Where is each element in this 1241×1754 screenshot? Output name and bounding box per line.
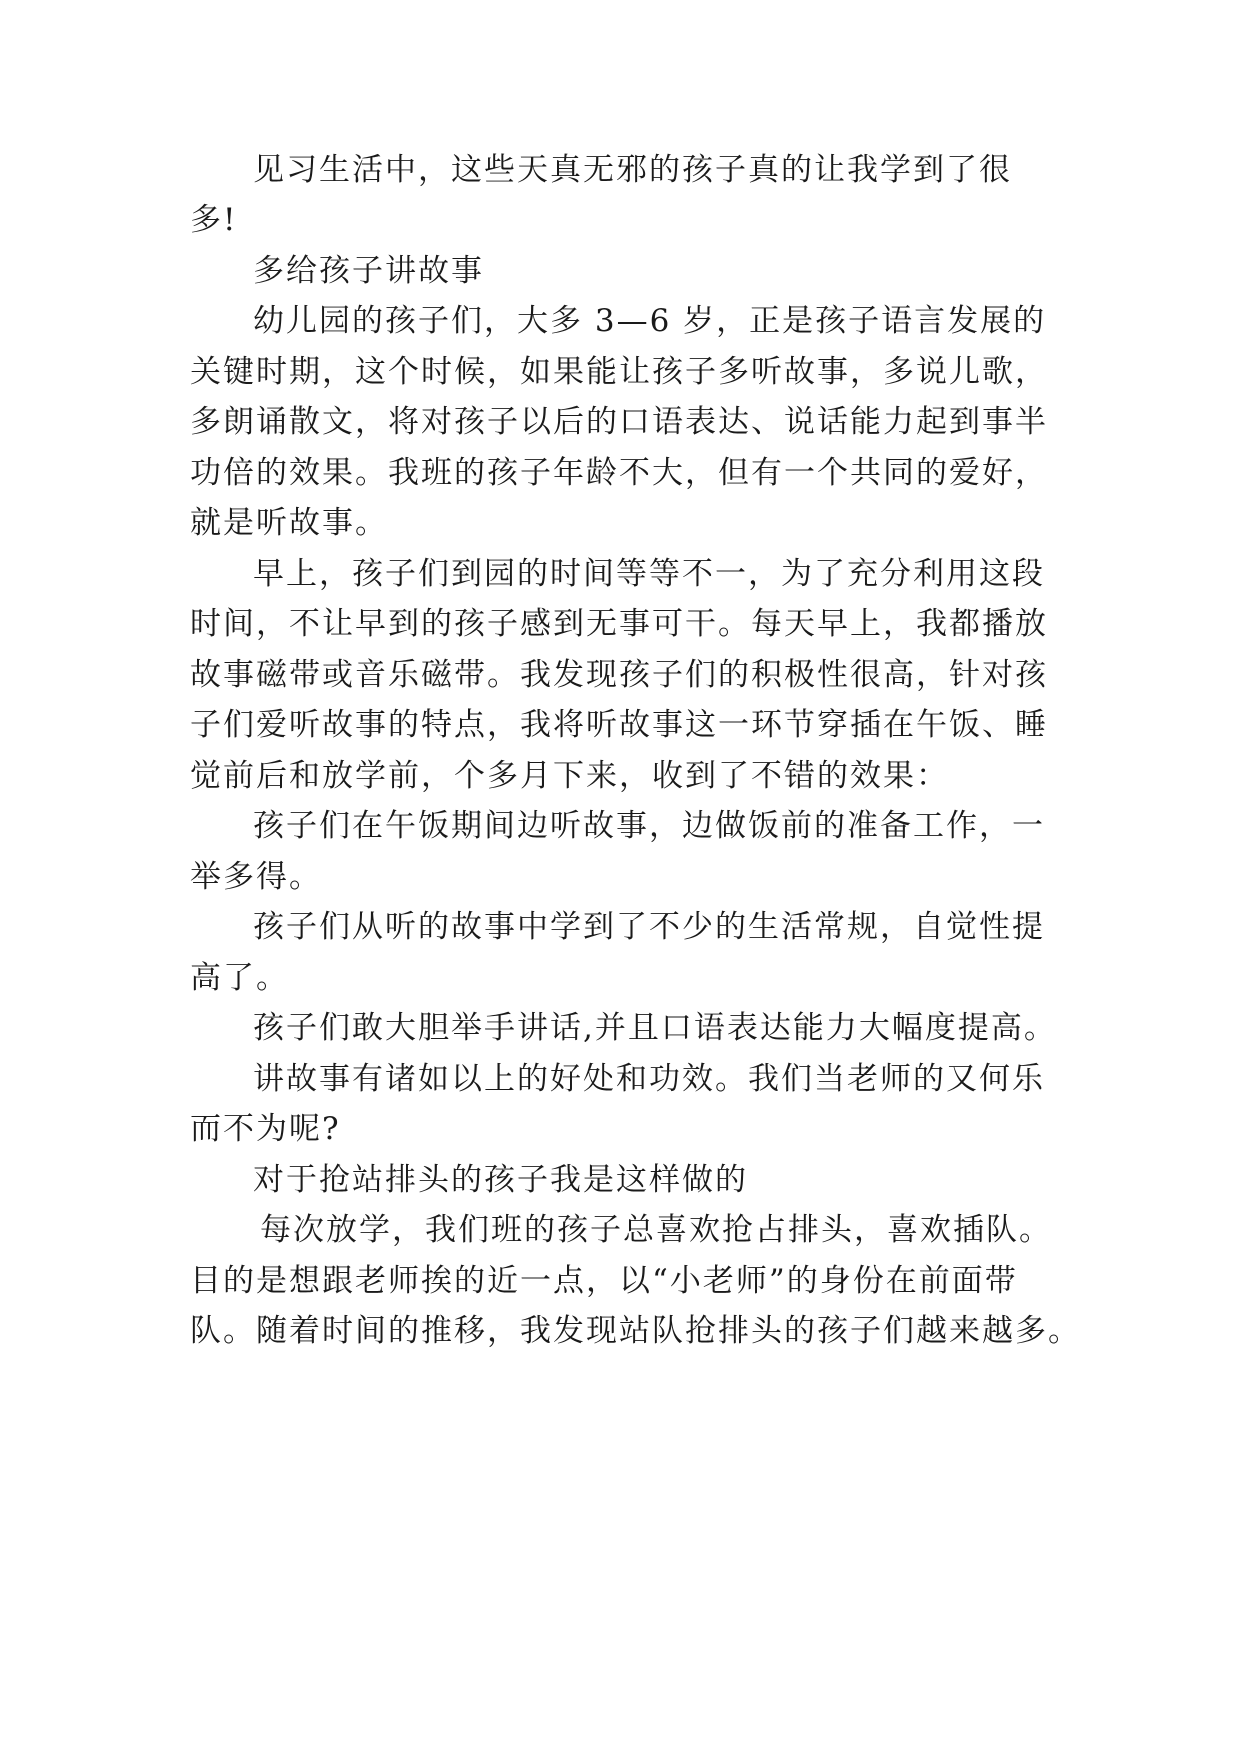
paragraph-line: 就是听故事。 (190, 505, 388, 541)
paragraph-line: 子们爱听故事的特点，我将听故事这一环节穿插在午饭、睡 (190, 707, 1048, 743)
paragraph-line: 幼儿园的孩子们，大多 3—6 岁，正是孩子语言发展的 (253, 303, 1047, 339)
paragraph-line: 讲故事有诸如以上的好处和功效。我们当老师的又何乐 (253, 1061, 1045, 1097)
paragraph-line: 孩子们从听的故事中学到了不少的生活常规，自觉性提 (253, 909, 1045, 945)
section-heading: 对于抢站排头的孩子我是这样做的 (253, 1162, 748, 1198)
paragraph-line: 孩子们在午饭期间边听故事，边做饭前的准备工作，一 (253, 808, 1045, 844)
paragraph-line: 高了。 (190, 960, 289, 996)
paragraph-line: 孩子们敢大胆举手讲话,并且口语表达能力大幅度提高。 (253, 1010, 1057, 1046)
paragraph-line: 举多得。 (190, 859, 322, 895)
section-heading: 多给孩子讲故事 (253, 253, 484, 289)
paragraph-line: 目的是想跟老师挨的近一点，以“小老师”的身份在前面带 (190, 1263, 1018, 1299)
paragraph-line: 多! (190, 202, 238, 238)
paragraph-line: 而不为呢? (190, 1111, 341, 1147)
paragraph-line: 功倍的效果。我班的孩子年龄不大，但有一个共同的爱好， (190, 455, 1048, 491)
paragraph-line: 早上，孩子们到园的时间等等不一，为了充分利用这段 (253, 556, 1045, 592)
paragraph-line: 时间，不让早到的孩子感到无事可干。每天早上，我都播放 (190, 606, 1048, 642)
paragraph-line: 关键时期，这个时候，如果能让孩子多听故事，多说儿歌， (190, 354, 1048, 390)
paragraph-line: 多朗诵散文，将对孩子以后的口语表达、说话能力起到事半 (190, 404, 1048, 440)
paragraph-line: 每次放学，我们班的孩子总喜欢抢占排头，喜欢插队。 (260, 1212, 1052, 1248)
paragraph-line: 故事磁带或音乐磁带。我发现孩子们的积极性很高，针对孩 (190, 657, 1048, 693)
paragraph-line: 队。随着时间的推移，我发现站队抢排头的孩子们越来越多。 (190, 1313, 1081, 1349)
paragraph-line: 见习生活中，这些天真无邪的孩子真的让我学到了很 (253, 152, 1012, 188)
paragraph-line: 觉前后和放学前，个多月下来，收到了不错的效果： (190, 758, 949, 794)
